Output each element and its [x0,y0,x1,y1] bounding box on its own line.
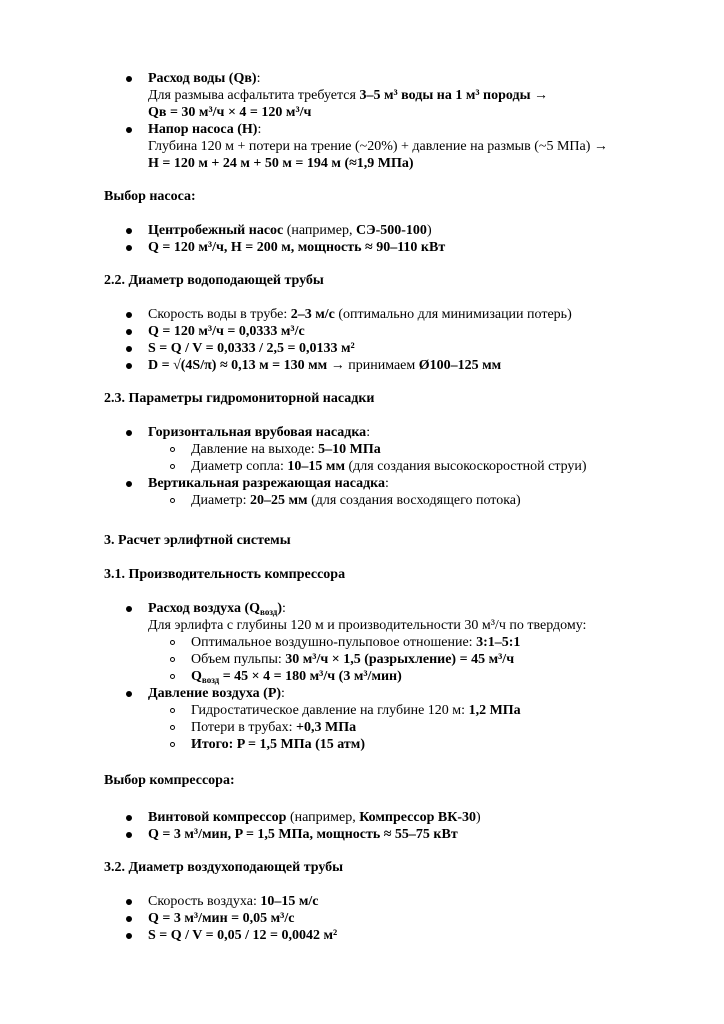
text-segment: Q [191,669,202,684]
text-line [148,239,445,256]
text-line [148,826,458,843]
text-segment: Выбор компрессора: [104,773,235,788]
bullet-disc-icon [126,127,132,133]
text-segment: Компрессор ВК-30 [359,810,477,825]
text-segment: Давление воздуха (P) [148,686,282,701]
text-segment: СЭ-500-100 [356,223,427,238]
text-line [104,566,345,583]
text-segment: Диаметр: [191,493,251,508]
text-segment: : [366,425,371,440]
text-segment: Ø100–125 мм [418,358,502,373]
text-segment: = 45 × 4 = 180 м³/ч (3 м³/мин) [219,669,402,684]
text-segment: Q = 3 м³/мин, P = 1,5 МПа, мощность ≈ 55–75 кВт [148,827,458,842]
text-segment: Оптимальное воздушно-пульповое отношение: [191,635,477,650]
text-segment: Давление на выходе: [191,442,319,457]
bullet-disc-icon [126,430,132,436]
text-segment: S = Q / V = 0,0333 / 2,5 = 0,0133 м² [148,341,355,356]
text-segment: +0,3 МПа [296,720,357,735]
bullet-disc-icon [126,228,132,234]
text-line [148,600,286,618]
bullet-circle-icon [170,464,175,469]
text-line [191,458,587,475]
text-line [148,357,501,374]
text-line [148,323,305,340]
bullet-circle-icon [170,498,175,503]
text-line [191,441,381,458]
text-segment: 10–15 м/с [260,894,319,909]
text-line [148,617,586,634]
bullet-disc-icon [126,691,132,697]
text-segment: (для создания высокоскоростной струи) [345,459,587,474]
text-segment: Расход воды (Qв) [148,71,257,86]
subscript-text: возд [201,675,220,685]
text-segment: Для эрлифта с глубины 120 м и производительности 30 м³/ч по твердому: [148,618,587,633]
text-line [104,772,235,789]
bullet-disc-icon [126,832,132,838]
text-segment: : [281,686,285,701]
text-segment: Глубина 120 м + потери на трение (~20%) + давление на размыв (~5 МПа) → [148,139,608,154]
text-segment: : [257,122,262,137]
text-line [148,893,318,910]
bullet-disc-icon [126,346,132,352]
text-segment: ) [277,601,282,616]
text-segment: (оптимально для минимизации потерь) [334,307,572,322]
text-segment: 3.2. Диаметр воздухоподающей трубы [104,860,344,875]
bullet-disc-icon [126,916,132,922]
text-segment: 2.3. Параметры гидромониторной насадки [104,391,375,406]
bullet-circle-icon [170,657,175,662]
text-line [148,155,414,172]
bullet-circle-icon [170,640,175,645]
text-segment: Диаметр сопла: [191,459,288,474]
text-line [148,306,572,323]
text-line [148,927,337,944]
bullet-disc-icon [126,76,132,82]
text-segment: → принимаем [327,358,419,373]
text-segment: (для создания восходящего потока) [307,493,521,508]
text-segment: 3–5 м³ воды на 1 м³ породы [359,88,531,103]
bullet-disc-icon [126,329,132,335]
text-segment: H = 120 м + 24 м + 50 м = 194 м (≈1,9 МПа) [148,156,414,171]
text-segment: Расход воздуха (Q [148,601,261,616]
text-segment: Итого: P = 1,5 МПа (15 атм) [191,737,365,752]
text-line [191,634,520,651]
text-segment: 10–15 мм [287,459,345,474]
text-line [104,188,196,205]
text-line [148,138,608,155]
bullet-disc-icon [126,245,132,251]
text-line [104,859,343,876]
text-segment: 3:1–5:1 [476,635,521,650]
text-segment: Центробежный насос [148,223,284,238]
text-segment: Гидростатическое давление на глубине 120 м: [191,703,469,718]
text-segment: : [282,601,286,616]
text-segment: : [256,71,261,86]
text-line [148,685,285,702]
text-line [104,390,374,407]
text-segment: Для размыва асфальтита требуется [148,88,360,103]
bullet-disc-icon [126,815,132,821]
text-line [148,121,261,138]
text-line [148,424,370,441]
text-line [191,719,356,736]
text-segment: Qв = 30 м³/ч × 4 = 120 м³/ч [148,105,312,120]
text-segment: Скорость воздуха: [148,894,261,909]
bullet-disc-icon [126,312,132,318]
text-line [191,702,521,719]
text-segment: 20–25 мм [250,493,308,508]
text-segment: (например, [283,223,356,238]
bullet-disc-icon [126,606,132,612]
text-segment: (например, [286,810,360,825]
text-segment: D = √(4S/π) ≈ 0,13 м = 130 мм [148,358,328,373]
text-segment: Потери в трубах: [191,720,297,735]
text-segment: 3.1. Производительность компрессора [104,567,346,582]
text-line [148,222,432,239]
bullet-circle-icon [170,725,175,730]
text-line [148,809,481,826]
text-segment: 2.2. Диаметр водоподающей трубы [104,273,324,288]
text-segment: 1,2 МПа [468,703,521,718]
text-segment: Q = 3 м³/мин = 0,05 м³/с [148,911,295,926]
text-line [191,492,521,509]
text-segment: Горизонтальная врубовая насадка [148,425,367,440]
text-segment: ) [426,223,432,238]
text-segment: Напор насоса (H) [148,122,258,137]
bullet-circle-icon [170,447,175,452]
bullet-disc-icon [126,899,132,905]
text-line [104,532,291,549]
text-segment: Скорость воды в трубе: [148,307,291,322]
subscript-text: возд [260,607,278,617]
bullet-disc-icon [126,933,132,939]
text-segment: Объем пульпы: [191,652,286,667]
text-line [148,104,311,121]
text-segment: 3. Расчет эрлифтной системы [104,533,291,548]
bullet-disc-icon [126,481,132,487]
text-line [148,87,548,104]
text-line [148,340,355,357]
bullet-circle-icon [170,742,175,747]
text-segment: Вертикальная разрежающая насадка [148,476,386,491]
text-segment: → [530,88,549,103]
bullet-circle-icon [170,674,175,679]
text-line [191,651,514,668]
text-line [148,70,260,87]
text-segment: 5–10 МПа [318,442,381,457]
text-line [191,736,365,753]
text-segment: ) [476,810,481,825]
text-line [148,910,294,927]
bullet-circle-icon [170,708,175,713]
text-segment: 2–3 м/с [290,307,335,322]
text-line [148,475,389,492]
text-segment: 30 м³/ч × 1,5 (разрыхление) = 45 м³/ч [285,652,515,667]
text-segment: Винтовой компрессор [148,810,287,825]
text-segment: S = Q / V = 0,05 / 12 = 0,0042 м² [148,928,338,943]
bullet-disc-icon [126,363,132,369]
text-segment: Q = 120 м³/ч = 0,0333 м³/с [148,324,305,339]
text-segment: : [385,476,389,491]
text-segment: Выбор насоса: [104,189,196,204]
text-line [104,272,324,289]
text-segment: Q = 120 м³/ч, H = 200 м, мощность ≈ 90–110 кВт [148,240,446,255]
text-line [191,668,402,686]
